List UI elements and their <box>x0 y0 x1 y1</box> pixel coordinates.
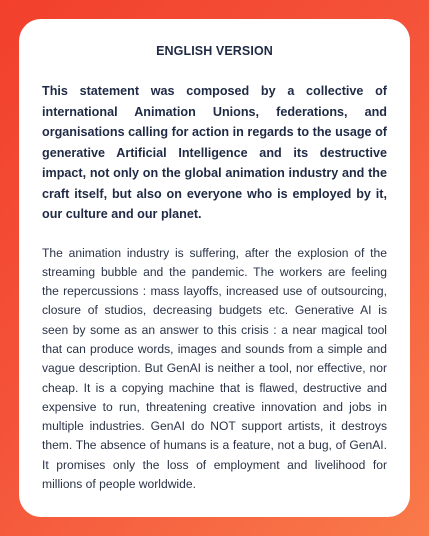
body-paragraph: The animation industry is suffering, after the explosion of the streaming bubble and the pandemic. The workers are feeling the repercussions : mass layoffs, increased use of outsourcing, closure of studios, decreasing budgets etc. Generative AI is seen by some as an answer to this crisis : a near magical tool that can produce words, images and sounds from a simple and vague description. But GenAI is neither a tool, nor effective, nor cheap. It is a copying machine that is flawed, destructive and expensive to run, threatening creative innovation and jobs in multiple industries. GenAI do NOT support artists, it destroys them. The absence of humans is a feature, not a bug, of GenAI. It promises only the loss of employment and livelihood for millions of people worldwide. <box>42 245 387 492</box>
intro-paragraph: This statement was composed by a collective of international Animation Unions, federations, and organisations calling for action in regards to the usage of generative Artificial Intelligence and its destructive impact, not only on the global animation industry and the craft itself, but also on everyone who is employed by it, our culture and our planet. <box>42 84 387 221</box>
statement-card <box>19 19 410 517</box>
page-title: ENGLISH VERSION <box>156 44 273 58</box>
